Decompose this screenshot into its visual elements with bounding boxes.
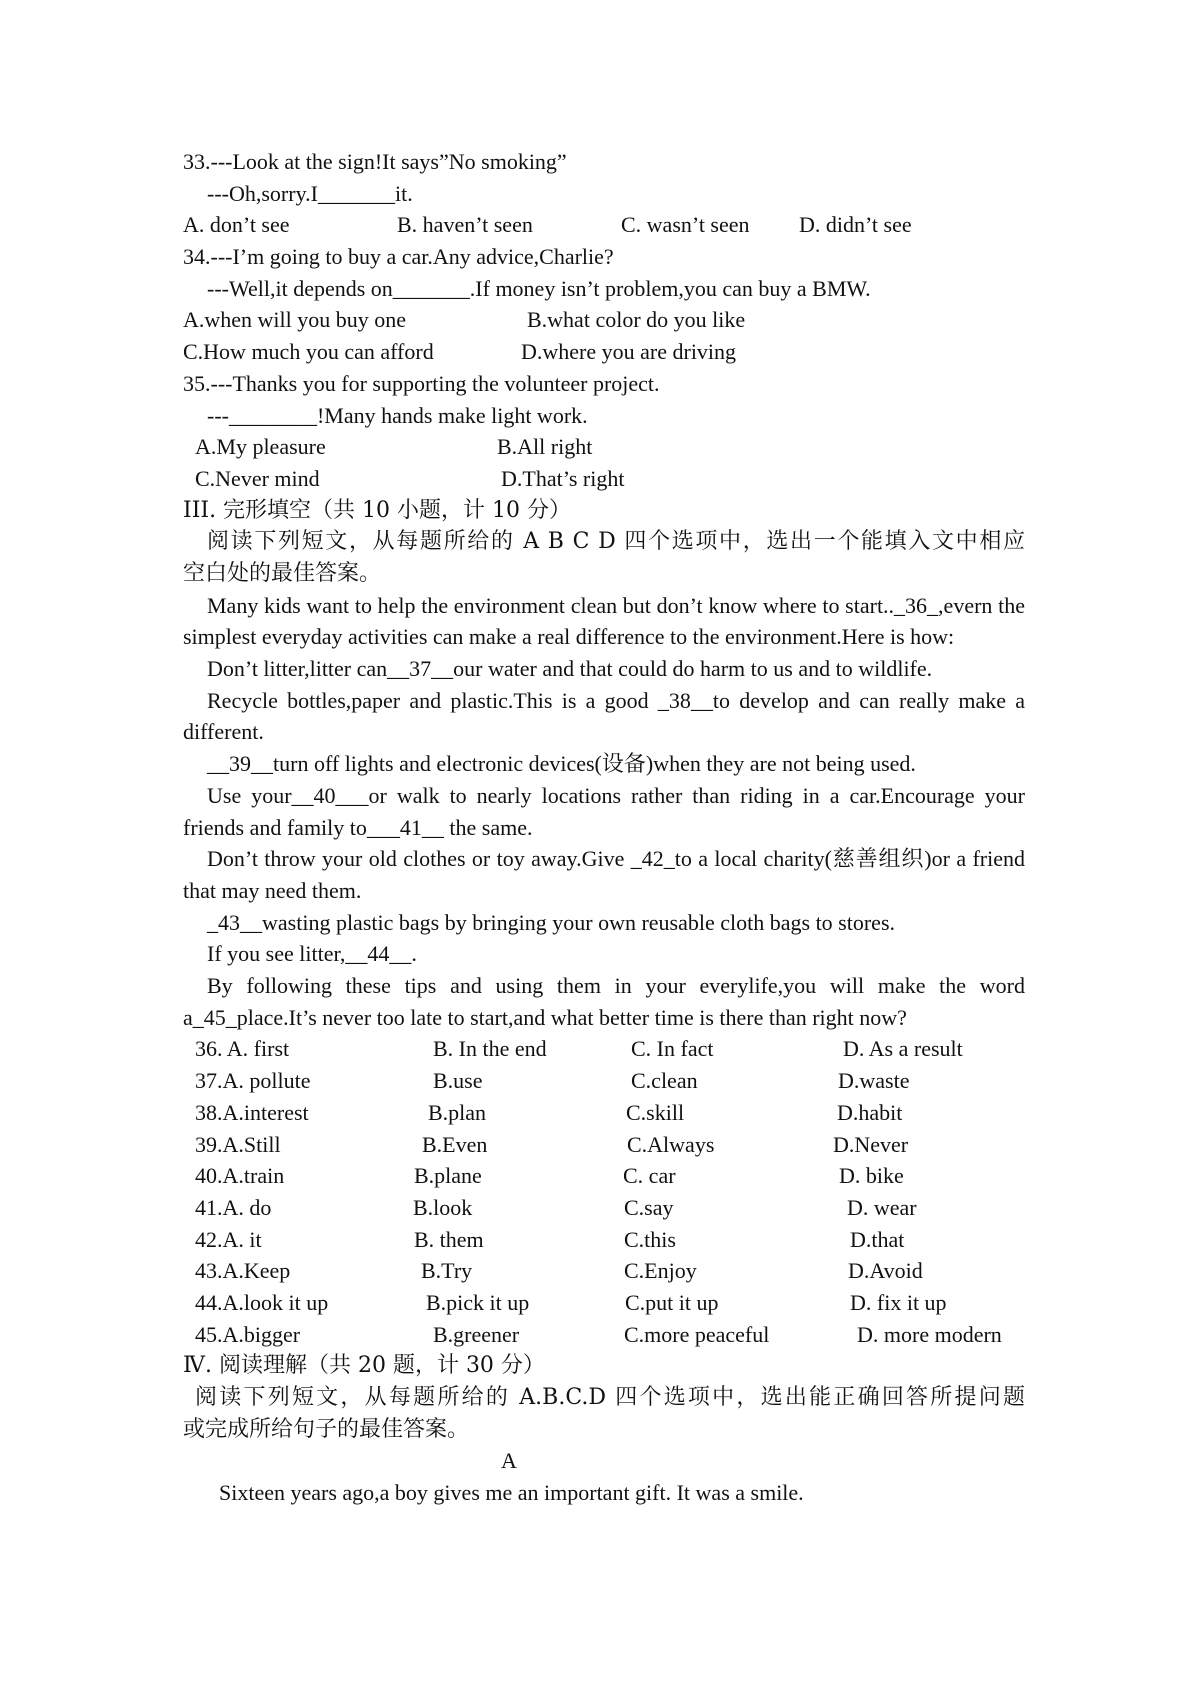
q34-stem: 34.---I’m going to buy a car.Any advice,Charlie? (183, 244, 614, 270)
q33-option-b: B. haven’t seen (397, 212, 533, 238)
cloze-paragraph-1: Many kids want to help the environment clean but don’t know where to start.._36_,evern the simplest everyday activities can make a real difference to the environment.Here is how: (183, 592, 1025, 650)
option-c: C.more peaceful (624, 1321, 770, 1347)
section3-title: III. 完形填空（共 10 小题，计 10 分） (183, 497, 572, 523)
option-c: C.Always (627, 1131, 715, 1157)
option-d: D.that (850, 1226, 905, 1252)
passage-label: A (501, 1448, 517, 1474)
option-a: 43.A.Keep (195, 1258, 291, 1284)
cloze-paragraph-5: Use your__40___or walk to nearly locations rather than riding in a car.Encourage your friends and family to___41__ the same. (183, 782, 1025, 840)
cloze-options (183, 1033, 1025, 1350)
section3-instruction-line2: 空白处的最佳答案。 (183, 560, 382, 586)
q34-reply: ---Well,it depends on_______.If money isn’t problem,you can buy a BMW. (207, 275, 871, 301)
option-b: B.Try (421, 1258, 473, 1284)
q35-options-row2 (183, 463, 1025, 495)
section4-instruction-line2: 或完成所给句子的最佳答案。 (183, 1416, 470, 1442)
section4-instruction-line1: 阅读下列短文，从每题所给的 A.B.C.D 四个选项中，选出能正确回答所提问题 (195, 1385, 1025, 1411)
cloze-paragraph-4: __39__turn off lights and electronic devices(设备)when they are not being used. (207, 751, 916, 777)
option-d: D. wear (847, 1194, 917, 1220)
q33-option-c: C. wasn’t seen (621, 212, 750, 238)
cloze-option-row (183, 1255, 1025, 1287)
option-c: C.skill (626, 1099, 685, 1125)
cloze-paragraph-7: _43__wasting plastic bags by bringing your own reusable cloth bags to stores. (207, 909, 896, 935)
option-d: D. more modern (857, 1321, 1002, 1347)
option-b: B. them (414, 1226, 484, 1252)
cloze-option-row (183, 1129, 1025, 1161)
option-a: 40.A.train (195, 1163, 285, 1189)
option-d: D. fix it up (850, 1289, 947, 1315)
option-a: 39.A.Still (195, 1131, 281, 1157)
cloze-option-row (183, 1192, 1025, 1224)
q33-stem: 33.---Look at the sign!It says”No smoking” (183, 149, 567, 174)
option-c: C.Enjoy (624, 1258, 697, 1284)
cloze-paragraph-2: Don’t litter,litter can__37__our water and that could do harm to us and to wildlife. (207, 656, 933, 682)
option-c: C. In fact (631, 1036, 714, 1062)
option-b: B.Even (422, 1131, 488, 1157)
q34-option-b: B.what color do you like (527, 307, 746, 333)
q35-option-c: C.Never mind (195, 465, 320, 491)
q35-stem: 35.---Thanks you for supporting the volunteer project. (183, 370, 660, 396)
option-b: B.use (433, 1068, 483, 1094)
cloze-option-row (183, 1319, 1025, 1351)
option-c: C.say (624, 1194, 674, 1220)
section3-instruction-line1: 阅读下列短文，从每题所给的 A B C D 四个选项中，选出一个能填入文中相应 (207, 529, 1025, 555)
cloze-option-row (183, 1033, 1025, 1065)
q35-reply: ---________!Many hands make light work. (207, 402, 588, 428)
option-a: 42.A. it (195, 1226, 262, 1252)
cloze-option-row (183, 1224, 1025, 1256)
q34-option-d: D.where you are driving (521, 339, 737, 365)
option-a: 41.A. do (195, 1194, 272, 1220)
option-c: C.this (624, 1226, 676, 1252)
option-b: B.look (413, 1194, 473, 1220)
option-d: D.Never (833, 1131, 909, 1157)
option-c: C. car (623, 1163, 676, 1189)
option-b: B. In the end (433, 1036, 547, 1062)
cloze-paragraph-8: If you see litter,__44__. (207, 941, 417, 967)
q35-option-b: B.All right (497, 434, 593, 460)
q35-option-a: A.My pleasure (195, 434, 326, 460)
q34-option-c: C.How much you can afford (183, 339, 434, 365)
q33-option-d: D. didn’t see (799, 212, 912, 238)
cloze-option-row (183, 1097, 1025, 1129)
q34-options-row1 (183, 304, 1025, 336)
q35-options-row1 (183, 431, 1025, 463)
option-d: D. bike (839, 1163, 904, 1189)
section4-title: Ⅳ. 阅读理解（共 20 题，计 30 分） (183, 1353, 545, 1379)
cloze-option-row (183, 1287, 1025, 1319)
option-c: C.clean (631, 1068, 698, 1094)
option-d: D.Avoid (848, 1258, 923, 1284)
option-d: D.habit (837, 1099, 903, 1125)
q33-option-a: A. don’t see (183, 212, 290, 238)
cloze-paragraph-9: By following these tips and using them in your everylife,you will make the word a_45_place.It’s never too late to start,and what better time is there than right now? (183, 973, 1025, 1030)
cloze-paragraph-6: Don’t throw your old clothes or toy away.Give _42_to a local charity(慈善组织)or a friend that may need them. (183, 846, 1025, 903)
option-a: 44.A.look it up (195, 1289, 329, 1315)
q34-option-a: A.when will you buy one (183, 307, 407, 333)
cloze-paragraph-3: Recycle bottles,paper and plastic.This is a good _38__to develop and can really make a different. (183, 687, 1025, 745)
option-c: C.put it up (625, 1289, 719, 1315)
option-b: B.greener (433, 1321, 520, 1347)
cloze-option-row (183, 1065, 1025, 1097)
option-a: 38.A.interest (195, 1099, 309, 1125)
option-b: B.plane (414, 1163, 482, 1189)
cloze-option-row (183, 1160, 1025, 1192)
option-d: D.waste (838, 1068, 910, 1094)
option-a: 45.A.bigger (195, 1321, 301, 1347)
exam-page (183, 146, 1025, 1509)
option-b: B.pick it up (426, 1289, 530, 1315)
passage-first-line: Sixteen years ago,a boy gives me an important gift. It was a smile. (219, 1480, 804, 1506)
q33-reply: ---Oh,sorry.I_______it. (207, 180, 413, 206)
option-a: 36. A. first (195, 1036, 290, 1062)
q35-option-d: D.That’s right (501, 465, 625, 491)
option-a: 37.A. pollute (195, 1068, 311, 1094)
q33-options (183, 209, 1025, 241)
option-d: D. As a result (843, 1036, 963, 1062)
q34-options-row2 (183, 336, 1025, 368)
option-b: B.plan (428, 1099, 487, 1125)
